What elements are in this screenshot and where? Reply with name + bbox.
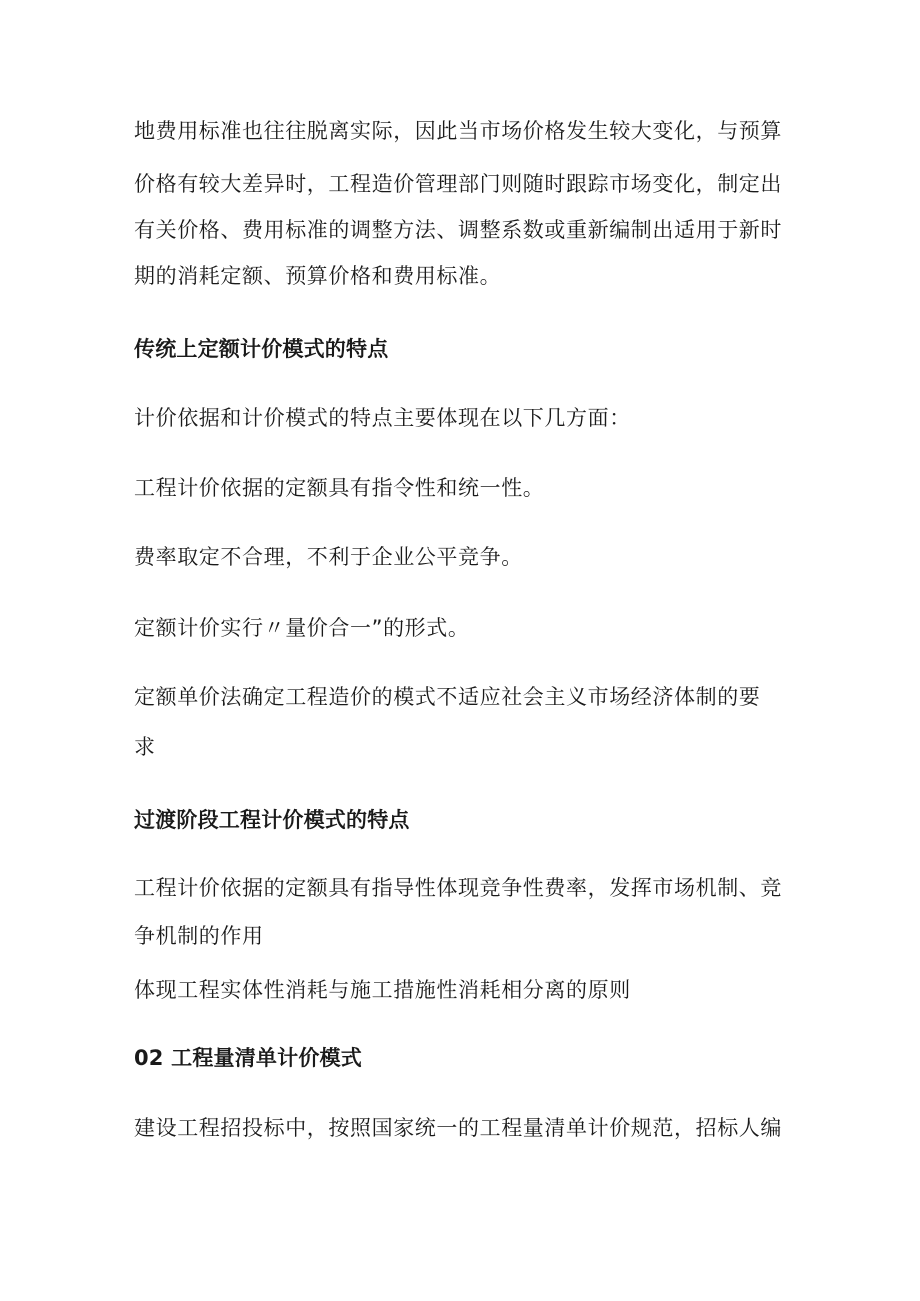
- point-2: 费率取定不合理，不利于企业公平竞争。: [134, 545, 523, 569]
- transition-point-1-line-2: 争机制的作用: [134, 924, 264, 948]
- intro-traditional: 计价依据和计价模式的特点主要体现在以下几方面：: [134, 406, 631, 430]
- paragraph-1-line-3: 有关价格、费用标准的调整方法、调整系数或重新编制出适用于新时: [134, 218, 782, 242]
- point-3: 定额计价实行〃量价合一”的形式。: [134, 616, 470, 640]
- heading-02: 02 工程量清单计价模式: [134, 1046, 362, 1070]
- paragraph-1-line-4: 期的消耗定额、预算价格和费用标准。: [134, 264, 502, 288]
- transition-point-1-line-1: 工程计价依据的定额具有指导性体现竞争性费率，发挥市场机制、竞: [134, 876, 782, 900]
- point-1: 工程计价依据的定额具有指令性和统一性。: [134, 476, 545, 500]
- paragraph-last: 建设工程招投标中，按照国家统一的工程量清单计价规范，招标人编: [134, 1116, 782, 1140]
- paragraph-1-line-1: 地费用标准也往往脱离实际，因此当市场价格发生较大变化，与预算: [134, 119, 782, 143]
- point-4-line-2: 求: [134, 735, 156, 759]
- heading-traditional: 传统上定额计价模式的特点: [134, 337, 389, 361]
- point-4-line-1: 定额单价法确定工程造价的模式不适应社会主义市场经济体制的要: [134, 685, 761, 709]
- transition-point-2: 体现工程实体性消耗与施工措施性消耗相分离的原则: [134, 978, 631, 1002]
- heading-transition: 过渡阶段工程计价模式的特点: [134, 808, 410, 832]
- paragraph-1-line-2: 价格有较大差异时，工程造价管理部门则随时跟踪市场变化，制定出: [134, 172, 782, 196]
